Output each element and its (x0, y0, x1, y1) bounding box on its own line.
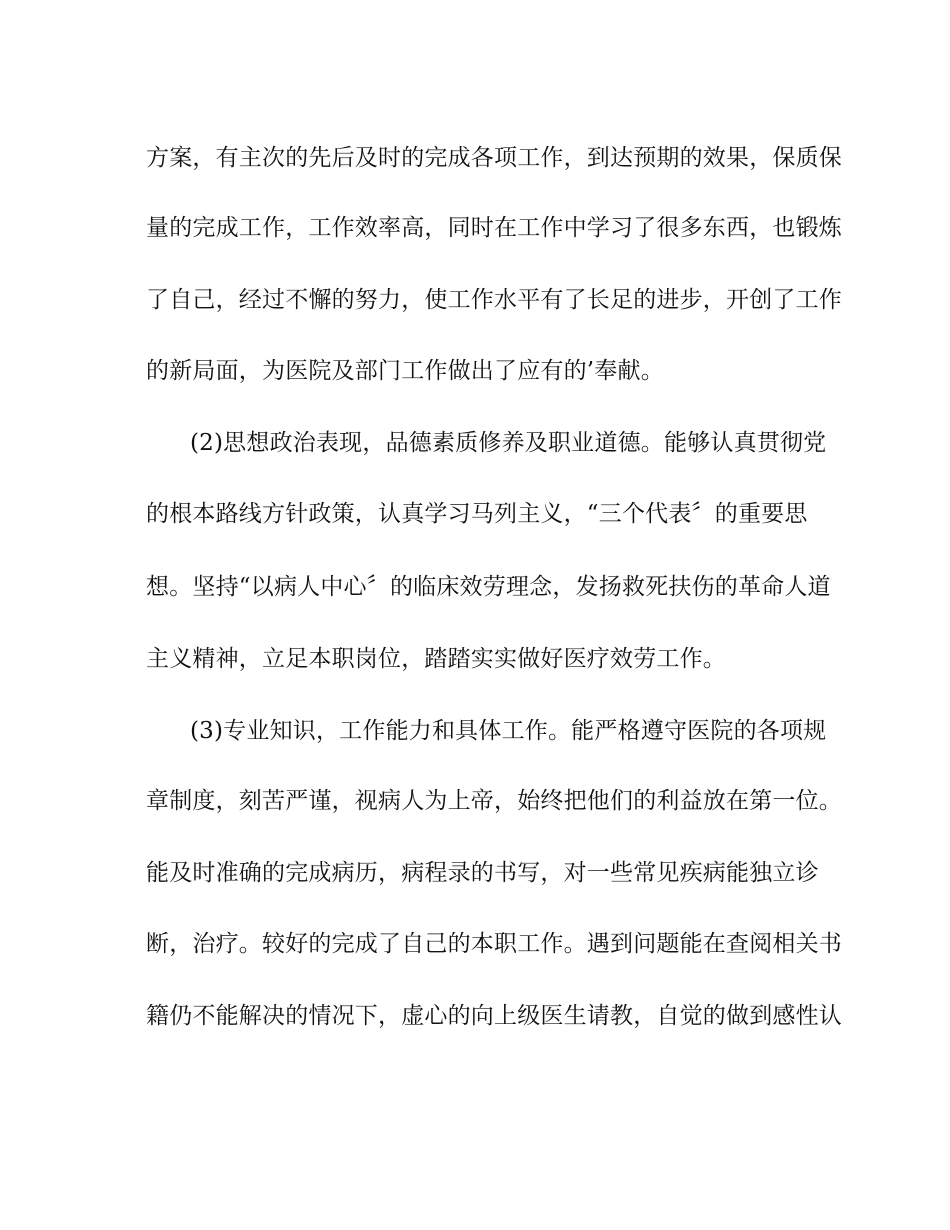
text-line: 能及时准确的完成病历，病程录的书写，对一些常见疾病能独立诊 (146, 860, 819, 886)
text-line: (2)思想政治表现，品德素质修养及职业道德。能够认真贯彻党 (190, 430, 827, 456)
text-line: 章制度，刻苦严谨，视病人为上帝，始终把他们的利益放在第一位。 (146, 788, 842, 814)
text-line: 的根本路线方针政策，认真学习马列主义，“三个代表〞的重要思 (146, 501, 808, 527)
text-line: 了自己，经过不懈的努力，使工作水平有了长足的进步，开创了工作 (146, 287, 842, 313)
text-line: 想。坚持“以病人中心〞的临床效劳理念，发扬救死扶伤的革命人道 (146, 574, 831, 600)
text-line: 籍仍不能解决的情况下，虚心的向上级医生请教，自觉的做到感性认 (146, 1003, 842, 1029)
text-line: 量的完成工作，工作效率高，同时在工作中学习了很多东西，也锻炼 (146, 215, 842, 241)
text-line: 方案，有主次的先后及时的完成各项工作，到达预期的效果，保质保 (146, 145, 842, 171)
text-line: 断，治疗。较好的完成了自己的本职工作。遇到问题能在查阅相关书 (146, 931, 842, 957)
text-line: 的新局面，为医院及部门工作做出了应有的’奉献。 (146, 358, 664, 384)
text-line: 主义精神，立足本职岗位，踏踏实实做好医疗效劳工作。 (146, 646, 726, 672)
text-line: (3)专业知识，工作能力和具体工作。能严格遵守医院的各项规 (190, 718, 827, 744)
